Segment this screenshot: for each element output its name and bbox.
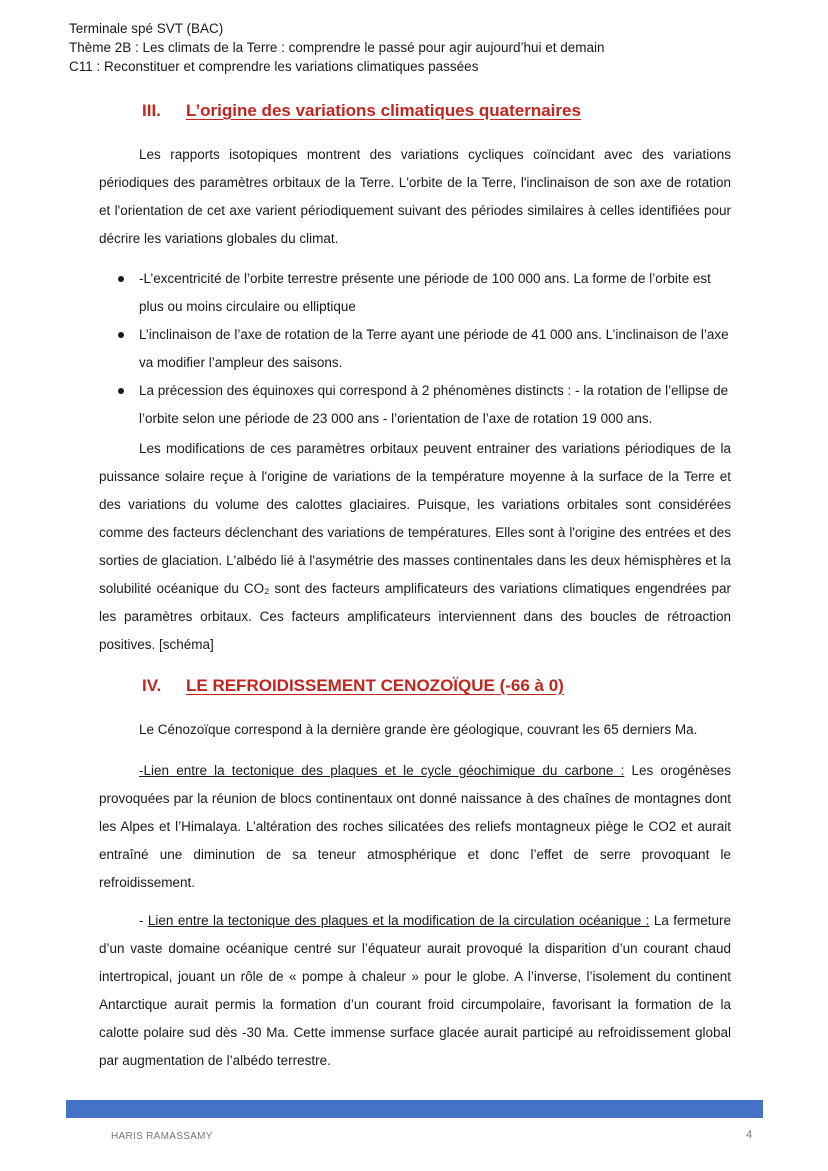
section-3-intro: Les rapports isotopiques montrent des variations cycliques coïncidant avec des variations périodiques des paramètres orbitaux de la Terre. L'orbite de la Terre, l'inclinaison de son axe de rotation et l'orientation de cet axe varient périodiquement suivant des périodes similaires à celles identifiées pour décrire les variations globales du climat.	[99, 147, 731, 246]
section-4-title: LE REFROIDISSEMENT CENOZOÏQUE (-66 à 0)	[186, 676, 564, 695]
section-3-number: III.	[142, 101, 161, 120]
orbital-parameters-list	[99, 265, 731, 433]
bullet-icon	[118, 388, 124, 394]
bullet-text: La précession des équinoxes qui correspond à 2 phénomènes distincts : - la rotation de l’ellipse de l’orbite selon une période de 23 000 ans - l’orientation de l’axe de rotation 19 000 ans.	[139, 383, 729, 426]
section-4-paragraph-ocean	[99, 907, 731, 1075]
section-4-intro: Le Cénozoïque correspond à la dernière grande ère géologique, couvrant les 65 derniers Ma.	[139, 722, 698, 737]
section-4-heading	[142, 676, 564, 696]
list-item	[99, 321, 731, 377]
bullet-icon	[118, 332, 124, 338]
ocean-circulation-label: Lien entre la tectonique des plaques et la modification de la circulation océanique :	[147, 913, 650, 928]
section-3-conclusion: Les modifications de ces paramètres orbitaux peuvent entrainer des variations périodiques de la puissance solaire reçue à l'origine de variations de la température moyenne à la surface de la Terre et des variations du volume des calottes glaciaires. Puisque, les variations orbitales sont considérées comme des facteurs déclenchant des variations de températures. Elles sont à l'origine des entrées et des sorties de glaciation. L'albédo lié à l'asymétrie des masses continentales dans les deux hémisphères et la solubilité océanique du CO₂ sont des facteurs amplificateurs des variations climatiques engendrées par les paramètres orbitaux. Ces facteurs amplificateurs interviennent dans des boucles de rétroaction positives. [schéma]	[99, 441, 731, 652]
footer-bar	[66, 1100, 763, 1118]
ocean-prefix: -	[139, 913, 148, 928]
bullet-text: -L’excentricité de l’orbite terrestre présente une période de 100 000 ans. La forme de l’orbite est plus ou moins circulaire ou elliptique	[139, 271, 711, 314]
carbon-cycle-label: -Lien entre la tectonique des plaques et le cycle géochimique du carbone :	[139, 763, 625, 778]
page-number: 4	[746, 1129, 753, 1141]
section-3-title: L’origine des variations climatiques quaternaires	[186, 101, 581, 120]
document-header	[69, 19, 605, 76]
header-course: Terminale spé SVT (BAC)	[69, 21, 224, 36]
list-item	[99, 265, 731, 321]
ocean-circulation-text: La fermeture d’un vaste domaine océanique centré sur l’équateur aurait provoqué la disparition d’un courant chaud intertropical, jouant un rôle de « pompe à chaleur » pour le globe. A l’inverse, l’isolement du continent Antarctique aurait permis la formation d’un courant froid circumpolaire, favorisant la formation de la calotte polaire sud dès -30 Ma. Cette immense surface glacée aurait participé au refroidissement global par augmentation de l’albédo terrestre.	[99, 913, 732, 1068]
list-item	[99, 377, 731, 433]
section-4-paragraph-carbon	[99, 757, 731, 897]
carbon-cycle-text: Les orogénèses provoquées par la réunion de blocs continentaux ont donné naissance à des chaînes de montagnes dont les Alpes et l’Himalaya. L’altération des roches silicatées des reliefs montagneux piège le CO2 et aurait entraîné une diminution de sa teneur atmosphérique et donc l’effet de serre provoquant le refroidissement.	[99, 763, 731, 890]
section-4-number: IV.	[142, 676, 162, 695]
footer-author: HARIS RAMASSAMY	[111, 1131, 213, 1142]
header-chapter: C11 : Reconstituer et comprendre les variations climatiques passées	[69, 59, 479, 74]
bullet-text: L’inclinaison de l’axe de rotation de la Terre ayant une période de 41 000 ans. L’inclinaison de l’axe va modifier l’ampleur des saisons.	[139, 327, 729, 370]
bullet-icon	[118, 276, 124, 282]
header-theme: Thème 2B : Les climats de la Terre : comprendre le passé pour agir aujourd’hui et demain	[69, 40, 605, 55]
section-3-heading	[142, 101, 581, 121]
